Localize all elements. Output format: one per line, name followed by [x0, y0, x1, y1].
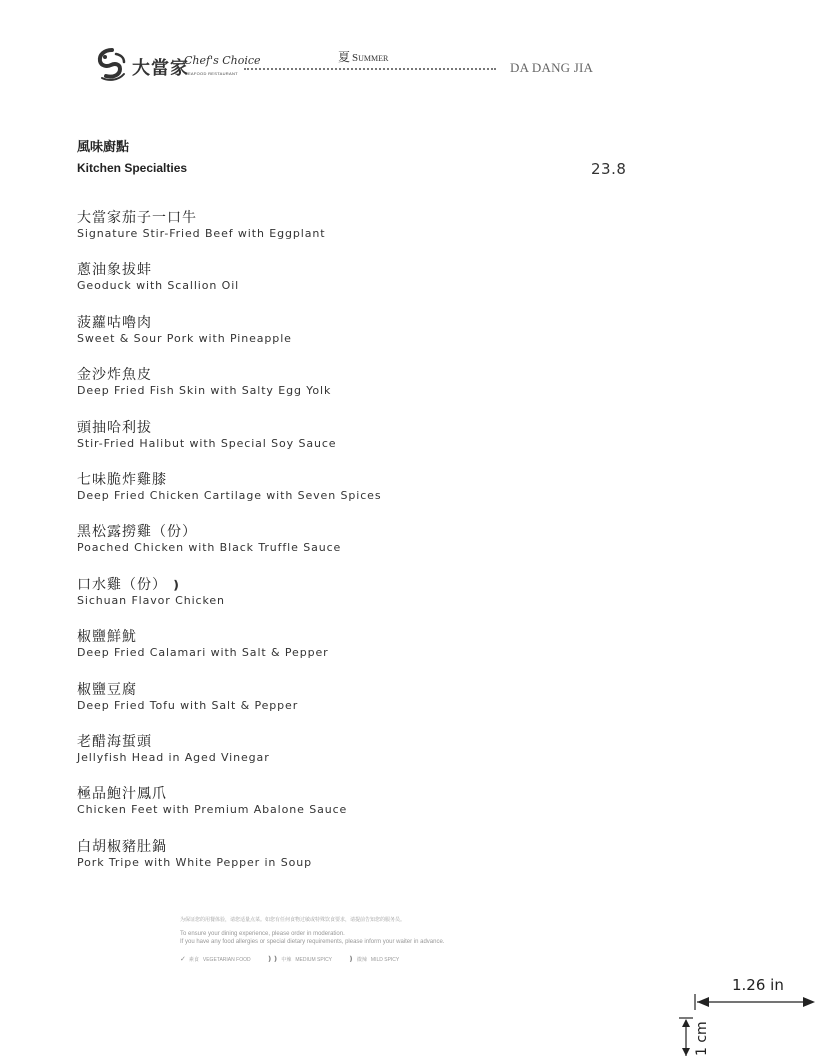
section-price: 23.8	[591, 160, 627, 178]
menu-item-chinese-name	[77, 315, 577, 332]
leaf-icon: ✓	[180, 956, 186, 963]
menu-item	[77, 472, 577, 524]
menu-item-chinese-name	[77, 786, 577, 803]
menu-header	[96, 48, 616, 88]
legend-label-chinese: 中辣	[281, 957, 292, 963]
menu-item	[77, 577, 577, 629]
menu-item-chinese-name	[77, 262, 577, 279]
season-label	[338, 48, 388, 65]
menu-item	[77, 262, 577, 314]
menu-item-chinese-text: 黑松露撈雞（份）	[77, 524, 197, 541]
menu-item-english-name: Signature Stir-Fried Beef with Eggplant	[77, 227, 326, 240]
menu-item-english-name: Geoduck with Scallion Oil	[77, 279, 240, 293]
logo-script-text: Chef's Choice	[184, 54, 261, 67]
menu-item	[77, 786, 577, 838]
season-chinese: 夏	[338, 50, 351, 64]
chili-icon: ❫	[171, 577, 182, 592]
legend-label-chinese: 素食	[188, 957, 199, 963]
menu-item-chinese-text: 白胡椒豬肚鍋	[77, 838, 167, 855]
double-chili-icon: ❫❫	[266, 956, 279, 963]
menu-item-chinese-text: 七味脆炸雞膝	[77, 471, 167, 488]
legend-entry	[267, 955, 332, 963]
menu-item-chinese-text: 極品鮑汁鳳爪	[77, 786, 167, 803]
chili-icon: ❫	[348, 956, 354, 963]
menu-item-english-name: Deep Fried Fish Skin with Salty Egg Yolk	[77, 384, 332, 398]
menu-item-chinese-text: 菠蘿咕嚕肉	[77, 314, 152, 331]
menu-item	[77, 210, 577, 262]
dietary-legend	[180, 955, 620, 963]
menu-item	[77, 734, 577, 786]
brand-english-name: DA DANG JIA	[510, 60, 594, 75]
legend-label-english: VEGETARIAN FOOD	[202, 957, 251, 963]
width-dimension-label: 1.26 in	[732, 976, 784, 994]
menu-list	[77, 210, 577, 891]
menu-item-chinese-name	[77, 524, 577, 541]
legend-label-english: MILD SPICY	[370, 957, 400, 963]
section-title-chinese: 風味廚點	[77, 140, 130, 155]
menu-item-chinese-text: 椒鹽豆腐	[77, 681, 137, 698]
height-dimension-arrow	[676, 1016, 696, 1056]
menu-item-english-name: Chicken Feet with Premium Abalone Sauce	[77, 803, 348, 817]
footer-notes	[180, 916, 620, 963]
menu-item	[77, 315, 577, 367]
menu-item-chinese-text: 大當家茄子一口牛	[77, 210, 197, 226]
logo-subtitle: SEAFOOD RESTAURANT	[185, 71, 238, 76]
menu-item-english-name: Deep Fried Calamari with Salt & Pepper	[77, 646, 329, 660]
menu-item-english-name: Deep Fried Tofu with Salt & Pepper	[77, 698, 299, 712]
menu-item-english-name: Jellyfish Head in Aged Vinegar	[77, 750, 270, 764]
menu-item-chinese-name	[77, 734, 577, 751]
menu-item-chinese-text: 椒鹽鮮魷	[77, 629, 137, 646]
footer-note-english-2: If you have any food allergies or special dietary requirements, please inform your waiter in advance.	[180, 939, 445, 945]
menu-item	[77, 629, 577, 681]
menu-item-english-name: Deep Fried Chicken Cartilage with Seven Spices	[77, 488, 382, 502]
menu-item-chinese-text: 金沙炸魚皮	[77, 367, 152, 384]
menu-item-english-name: Stir-Fried Halibut with Special Soy Sauce	[77, 436, 337, 450]
legend-entry	[180, 955, 251, 963]
logo-chinese-name: 大當家	[132, 58, 189, 79]
menu-item	[77, 839, 577, 891]
menu-item-chinese-name	[77, 367, 577, 384]
footer-note-chinese: 为保证您的用餐体验，请您适量点菜。如您有任何食物过敏或特殊饮食要求，请提前告知您的服务员。	[180, 917, 406, 923]
menu-item-chinese-text: 頭抽哈利拔	[77, 419, 152, 436]
menu-item	[77, 524, 577, 576]
legend-label-english: MEDIUM SPICY	[295, 957, 333, 963]
width-dimension-arrow	[693, 992, 815, 1012]
menu-item-english-name: Sweet & Sour Pork with Pineapple	[77, 331, 292, 345]
menu-item-english-name: Pork Tripe with White Pepper in Soup	[77, 855, 312, 869]
menu-item-english-name: Sichuan Flavor Chicken	[77, 593, 225, 607]
season-english: Summer	[352, 52, 389, 64]
section-title-english: Kitchen Specialties	[77, 161, 188, 175]
logo-icon	[96, 48, 128, 82]
menu-item-chinese-name	[77, 472, 577, 489]
menu-item-chinese-text: 老醋海蜇頭	[77, 733, 152, 750]
menu-item	[77, 420, 577, 472]
menu-item-chinese-name	[77, 420, 577, 437]
menu-item	[77, 367, 577, 419]
dotted-leader	[244, 68, 496, 70]
menu-item-english-name: Poached Chicken with Black Truffle Sauce	[77, 541, 342, 555]
menu-item-chinese-name	[77, 839, 577, 856]
menu-item-chinese-name	[77, 629, 577, 646]
menu-item-chinese-text: 蔥油象拔蚌	[77, 262, 152, 279]
menu-item-chinese-name	[77, 210, 577, 227]
menu-item	[77, 682, 577, 734]
legend-entry	[348, 955, 399, 963]
menu-item-chinese-name	[77, 682, 577, 699]
menu-item-chinese-name	[77, 577, 577, 594]
legend-label-chinese: 微辣	[356, 957, 367, 963]
menu-item-chinese-text: 口水雞（份）	[77, 576, 167, 593]
height-dimension-label: 1 cm	[694, 1021, 710, 1056]
footer-note-english-1: To ensure your dining experience, please order in moderation.	[180, 931, 345, 937]
